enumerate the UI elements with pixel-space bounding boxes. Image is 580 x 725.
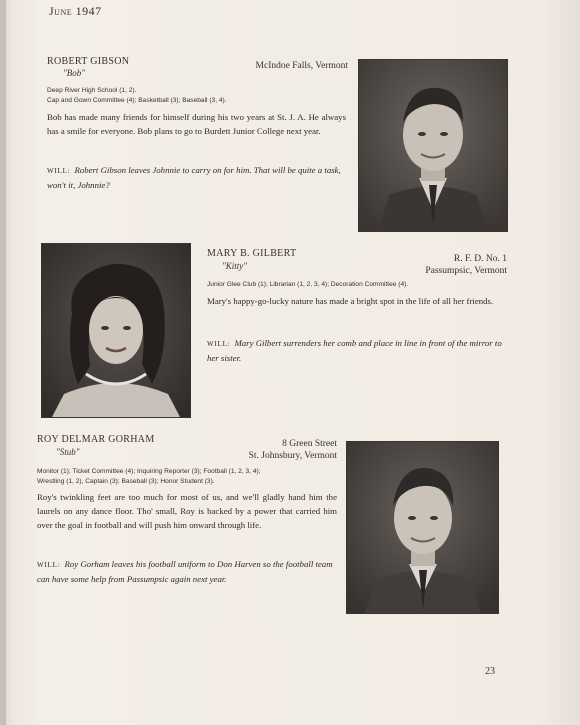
will-label: WILL: (37, 561, 61, 569)
page-number: 23 (485, 666, 495, 677)
portrait-photo-icon (42, 244, 190, 417)
will-text: Robert Gibson leaves Johnnie to carry on for him. That will be quite a task, won't it, Johnnie? (47, 165, 341, 190)
portrait-image (42, 244, 190, 417)
student-name: ROY DELMAR GORHAM (37, 434, 155, 445)
activities-line: Junior Glee Club (1); Librarian (1, 2, 3, 4); Decoration Committee (4). (207, 281, 409, 288)
activities-line: Deep River High School (1, 2). (47, 87, 137, 94)
activities-line: Cap and Gown Committee (4); Basketball (3); Baseball (3, 4). (47, 97, 227, 104)
student-bio: Roy's twinkling feet are too much for most of us, and we'll gladly hand him the laurels on any dance floor. Tho' small, Roy is backed by a power that carried him over the goal in football and will push him onward through life. (37, 492, 337, 530)
student-nickname: "Bob" (63, 68, 86, 78)
student-will (37, 557, 337, 586)
student-will (207, 336, 507, 365)
page-header-date: June 1947 (49, 4, 102, 18)
student-nickname: "Kitty" (222, 261, 248, 271)
address-line: R. F. D. No. 1 (453, 254, 507, 264)
will-text: Mary Gilbert surrenders her comb and place in line in front of the mirror to her sister. (207, 338, 502, 363)
activities-list (37, 467, 337, 487)
activities-line: Wrestling (1, 2), Captain (3); Baseball (3); Honor Student (3). (37, 478, 215, 485)
page-spine (0, 0, 6, 725)
student-address (380, 253, 507, 277)
portrait-photo-icon (347, 442, 498, 613)
address-line: St. Johnsbury, Vermont (248, 451, 337, 461)
student-name: MARY B. GILBERT (207, 248, 297, 259)
student-name: ROBERT GIBSON (47, 56, 130, 67)
activities-line: Monitor (1); Ticket Committee (4); Inquiring Reporter (3); Football (1, 2, 3, 4); (37, 468, 261, 475)
student-will (47, 163, 346, 192)
student-bio: Mary's happy-go-lucky nature has made a bright spot in the life of all her friends. (207, 296, 494, 306)
student-nickname: "Stub" (56, 447, 80, 457)
will-label: WILL: (47, 167, 71, 175)
address-line: Passumpsic, Vermont (425, 266, 507, 276)
activities-list (207, 280, 507, 290)
student-bio: Bob has made many friends for himself during his two years at St. J. A. He always has a smile for everyone. Bob plans to go to Burdett Junior College next year. (47, 112, 346, 136)
portrait-photo-icon (359, 60, 507, 231)
student-address (220, 60, 348, 72)
address-line: McIndoe Falls, Vermont (255, 61, 348, 71)
portrait-image (347, 442, 498, 613)
will-text: Roy Gorham leaves his football uniform to Don Harven so the football team can have some help from Passumpsic again next year. (37, 559, 333, 584)
address-line: 8 Green Street (282, 439, 337, 449)
activities-list (47, 86, 347, 106)
portrait-image (359, 60, 507, 231)
will-label: WILL: (207, 340, 231, 348)
student-address (200, 438, 337, 462)
